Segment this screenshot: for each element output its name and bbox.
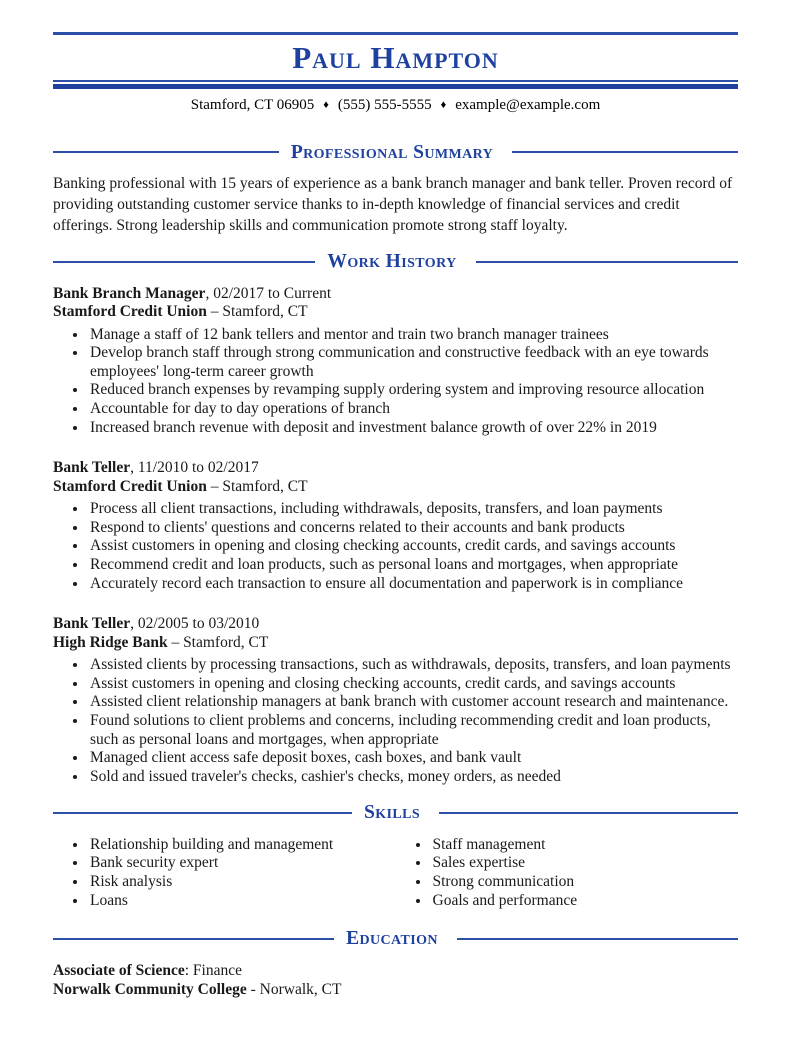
- skills-column-left: [53, 832, 396, 910]
- skills-title: Skills: [363, 802, 421, 824]
- diamond-separator-icon: ♦: [440, 98, 447, 111]
- job-entry: [53, 459, 738, 593]
- resume-document: [0, 32, 791, 999]
- job-bullet: • Assisted clients by processing transactions, such as withdrawals, deposits, transfers, and loan payments: [88, 656, 738, 675]
- job-location: – Stamford, CT: [206, 303, 308, 321]
- job-bullet-list: [53, 500, 738, 593]
- job-bullet: • Sold and issued traveler's checks, cashier's checks, money orders, as needed: [88, 768, 738, 787]
- job-bullet: • Respond to clients' questions and concerns related to their accounts and bank products: [88, 519, 738, 538]
- skill-item: • Strong communication: [431, 873, 739, 892]
- job-title: Bank Teller: [53, 459, 131, 477]
- job-bullet: • Managed client access safe deposit boxes, cash boxes, and bank vault: [88, 749, 738, 768]
- job-title: Bank Branch Manager: [53, 284, 206, 302]
- job-company-line: [53, 634, 738, 653]
- job-dates: , 11/2010 to 02/2017: [130, 459, 259, 477]
- skills-list-right: [396, 836, 739, 910]
- heading-rule-left: [53, 812, 352, 814]
- heading-rule-right: [512, 151, 738, 153]
- school-line: [53, 980, 738, 999]
- job-bullet: • Assist customers in opening and closing checking accounts, credit cards, and savings accounts: [88, 537, 738, 556]
- job-title: Bank Teller: [53, 615, 131, 633]
- education-entry: [53, 961, 738, 999]
- job-bullet: • Manage a staff of 12 bank tellers and mentor and train two branch manager trainees: [88, 326, 738, 345]
- heading-rule-right: [457, 938, 738, 940]
- section-heading-education: [53, 929, 738, 949]
- job-bullet: • Assisted client relationship managers at bank branch with customer account research and maintenance.: [88, 693, 738, 712]
- job-bullet: • Assist customers in opening and closing checking accounts, credit cards, and savings accounts: [88, 675, 738, 694]
- job-bullet: • Reduced branch expenses by revamping supply ordering system and improving resource allocation: [88, 381, 738, 400]
- section-heading-skills: [53, 803, 738, 823]
- job-title-line: [53, 285, 738, 304]
- header-divider-thin: [53, 80, 738, 82]
- job-company: Stamford Credit Union: [53, 303, 207, 321]
- job-bullet: • Process all client transactions, including withdrawals, deposits, transfers, and loan payments: [88, 500, 738, 519]
- diamond-separator-icon: ♦: [323, 98, 329, 111]
- job-company: High Ridge Bank: [53, 633, 168, 651]
- degree-line: [53, 961, 738, 980]
- job-bullet: • Found solutions to client problems and concerns, including recommending credit and loan products, such as personal loans and mortgages, when appropriate: [88, 712, 738, 749]
- skill-item: • Sales expertise: [431, 854, 739, 873]
- contact-email: example@example.com: [455, 96, 601, 113]
- skill-item: • Goals and performance: [431, 892, 739, 911]
- skill-item: • Risk analysis: [88, 873, 396, 892]
- summary-text: Banking professional with 15 years of experience as a bank branch manager and bank teller. Proven record of providing outstanding customer service thanks to in-depth knowledge of financial services and credit offerings. Strong leadership skills and communication promote strong staff loyalty.: [53, 175, 733, 235]
- summary-title: Professional Summary: [290, 141, 494, 163]
- degree-name: Associate of Science: [53, 961, 185, 979]
- heading-rule-right: [439, 812, 738, 814]
- job-dates: , 02/2005 to 03/2010: [130, 615, 260, 633]
- skills-columns: [53, 832, 738, 910]
- school-location: - Norwalk, CT: [246, 980, 342, 998]
- job-location: – Stamford, CT: [206, 477, 308, 495]
- job-location: – Stamford, CT: [167, 633, 269, 651]
- job-entry: [53, 285, 738, 438]
- heading-rule-left: [53, 261, 315, 263]
- skills-list-left: [53, 836, 396, 910]
- job-bullet-list: [53, 656, 738, 786]
- skill-item: • Staff management: [431, 836, 739, 855]
- job-title-line: [53, 615, 738, 634]
- job-dates: , 02/2017 to Current: [205, 284, 332, 302]
- skill-item: • Bank security expert: [88, 854, 396, 873]
- education-title: Education: [346, 928, 438, 950]
- job-company-line: [53, 303, 738, 322]
- job-bullet: • Accurately record each transaction to ensure all documentation and paperwork is in compliance: [88, 575, 738, 594]
- degree-field: : Finance: [184, 961, 242, 979]
- job-bullet: • Increased branch revenue with deposit and investment balance growth of over 22% in 2019: [88, 419, 738, 438]
- candidate-name: Paul Hampton: [292, 40, 499, 75]
- header-top-rule: [53, 32, 738, 35]
- job-entry: [53, 615, 738, 786]
- section-heading-summary: [53, 143, 738, 163]
- work-history-title: Work History: [327, 251, 457, 273]
- job-bullet-list: [53, 326, 738, 438]
- job-company: Stamford Credit Union: [53, 477, 207, 495]
- job-bullet: • Accountable for day to day operations of branch: [88, 400, 738, 419]
- job-bullet: • Recommend credit and loan products, such as personal loans and mortgages, when appropriate: [88, 556, 738, 575]
- skills-column-right: [396, 832, 739, 910]
- contact-location: Stamford, CT 06905: [190, 96, 315, 113]
- header-divider-thick: [53, 84, 738, 89]
- skill-item: • Loans: [88, 892, 396, 911]
- contact-line: [53, 97, 738, 114]
- job-bullet: • Develop branch staff through strong communication and constructive feedback with an eye towards employees' long-term career growth: [88, 344, 738, 381]
- job-company-line: [53, 478, 738, 497]
- job-title-line: [53, 459, 738, 478]
- contact-phone: (555) 555-5555: [337, 96, 432, 113]
- school-name: Norwalk Community College: [53, 980, 247, 998]
- skill-item: • Relationship building and management: [88, 836, 396, 855]
- heading-rule-left: [53, 151, 279, 153]
- section-heading-work-history: [53, 252, 738, 272]
- heading-rule-right: [476, 261, 738, 263]
- heading-rule-left: [53, 938, 334, 940]
